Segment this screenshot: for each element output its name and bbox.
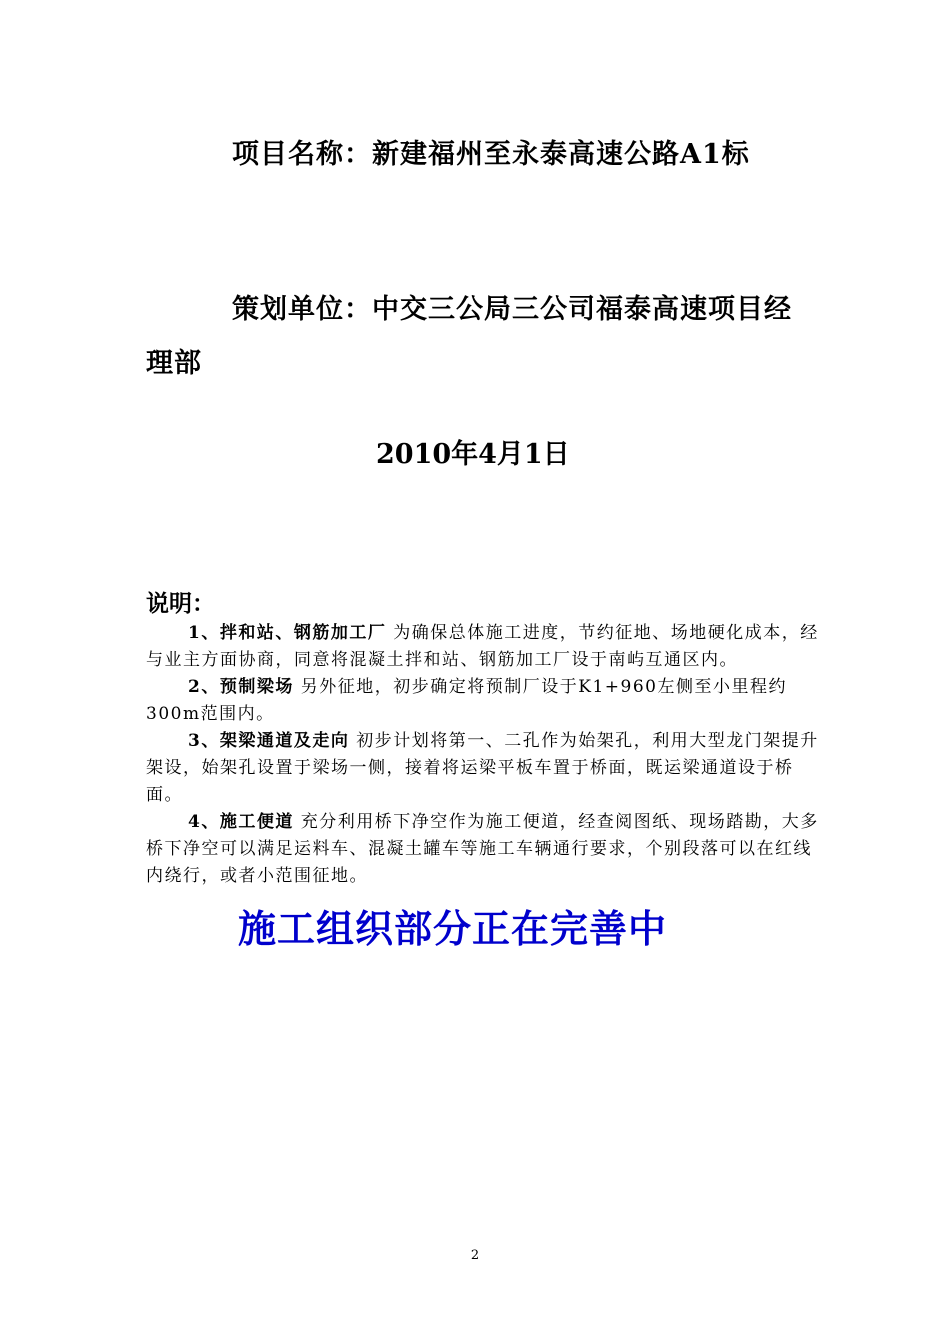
page-number: 2 [470,1248,480,1263]
note-term: 预制梁场 [219,677,294,697]
planning-unit-value-part-1: 中交三公局三公司福泰高速项目经 [372,294,792,325]
project-name-value: 新建福州至永泰高速公路A1标 [372,139,750,170]
note-text: 为确保总体施工进度，节约征地、场地硬化成本，经与业主方面协商，同意将混凝土拌和站、钢筋加工厂设于南屿互通区内。 [146,623,819,670]
planning-unit-label: 策划单位： [232,294,372,325]
note-item [146,620,821,674]
notes-list [146,620,821,890]
notes-heading: 说明： [146,590,215,617]
project-name-label: 项目名称： [232,139,372,170]
in-progress-notice: 施工组织部分正在完善中 [238,906,668,951]
note-item [146,674,821,728]
note-term: 架梁通道及走向 [219,731,350,751]
note-term: 施工便道 [219,812,294,832]
planning-unit-value-part-2: 理部 [146,348,202,379]
note-number: 2、 [188,677,220,697]
note-item [146,728,821,809]
note-number: 3、 [188,731,220,751]
note-text: 另外征地，初步确定将预制厂设于K1+960左侧至小里程约300m范围内。 [146,677,787,724]
planning-unit-line-1 [146,283,826,337]
note-item [146,809,821,890]
note-text: 初步计划将第一、二孔作为始架孔，利用大型龙门架提升架设，始架孔设置于梁场一侧，接着将运梁平板车置于桥面，既运梁通道设于桥面。 [146,731,819,805]
note-term: 拌和站、钢筋加工厂 [219,623,387,643]
planning-unit-block [146,283,826,391]
note-number: 1、 [188,623,220,643]
note-number: 4、 [188,812,220,832]
document-date: 2010年4月1日 [376,439,570,470]
project-name-line [232,132,750,171]
note-text: 充分利用桥下净空作为施工便道，经查阅图纸、现场踏勘，大多桥下净空可以满足运料车、混凝土罐车等施工车辆通行要求，个别段落可以在红线内绕行，或者小范围征地。 [146,812,819,886]
